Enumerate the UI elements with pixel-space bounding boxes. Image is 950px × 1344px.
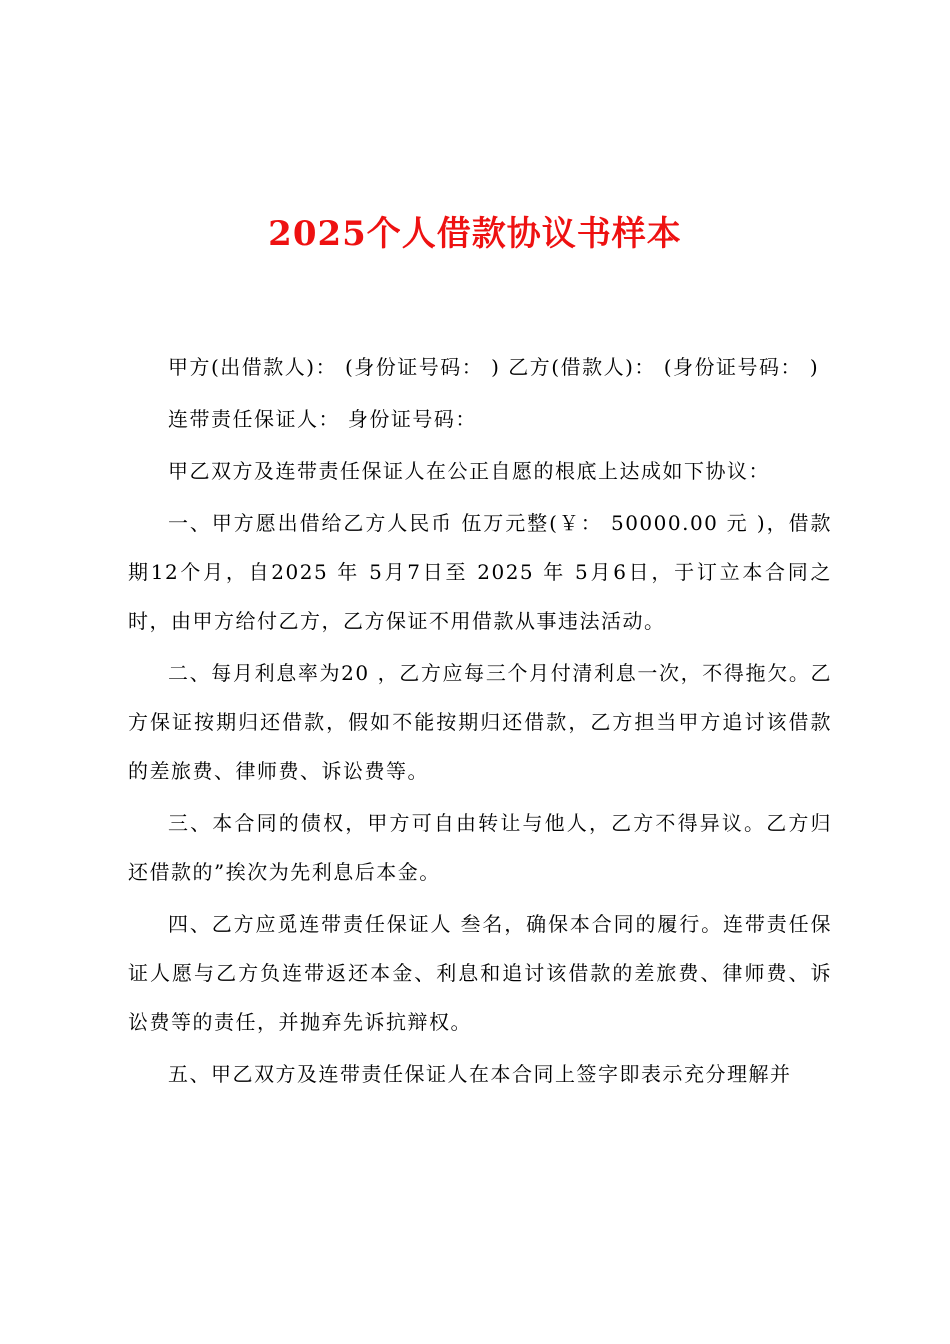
document-body bbox=[128, 343, 832, 1102]
clause-1-paragraph: 一、甲方愿出借给乙方人民币 伍万元整(￥： 50000.00 元 )，借款期12个月，自2025 年 5月7日至 2025 年 5月6日，于订立本合同之时，由甲方给付乙方，乙方保证不用借款从事违法活动。 bbox=[128, 511, 832, 633]
clause-5-paragraph: 五、甲乙双方及连带责任保证人在本合同上签字即表示充分理解并 bbox=[168, 1062, 792, 1086]
clause-2-paragraph: 二、每月利息率为20 ，乙方应每三个月付清利息一次，不得拖欠。乙方保证按期归还借款，假如不能按期归还借款，乙方担当甲方追讨该借款的差旅费、律师费、诉讼费等。 bbox=[128, 661, 832, 783]
clause-4-paragraph: 四、乙方应觅连带责任保证人 叁名，确保本合同的履行。连带责任保证人愿与乙方负连带返还本金、利息和追讨该借款的差旅费、律师费、诉讼费等的责任，并抛弃先诉抗辩权。 bbox=[128, 912, 832, 1034]
clause-3-paragraph: 三、本合同的债权，甲方可自由转让与他人，乙方不得异议。乙方归还借款的”挨次为先利息后本金。 bbox=[128, 811, 832, 884]
party-info-paragraph: 甲方(出借款人)： (身份证号码： ) 乙方(借款人)： (身份证号码： ) bbox=[168, 355, 820, 379]
guarantor-info-paragraph: 连带责任保证人： 身份证号码： bbox=[168, 407, 477, 431]
agreement-intro-paragraph: 甲乙双方及连带责任保证人在公正自愿的根底上达成如下协议： bbox=[168, 459, 770, 483]
document-title: 2025个人借款协议书样本 bbox=[268, 214, 682, 254]
